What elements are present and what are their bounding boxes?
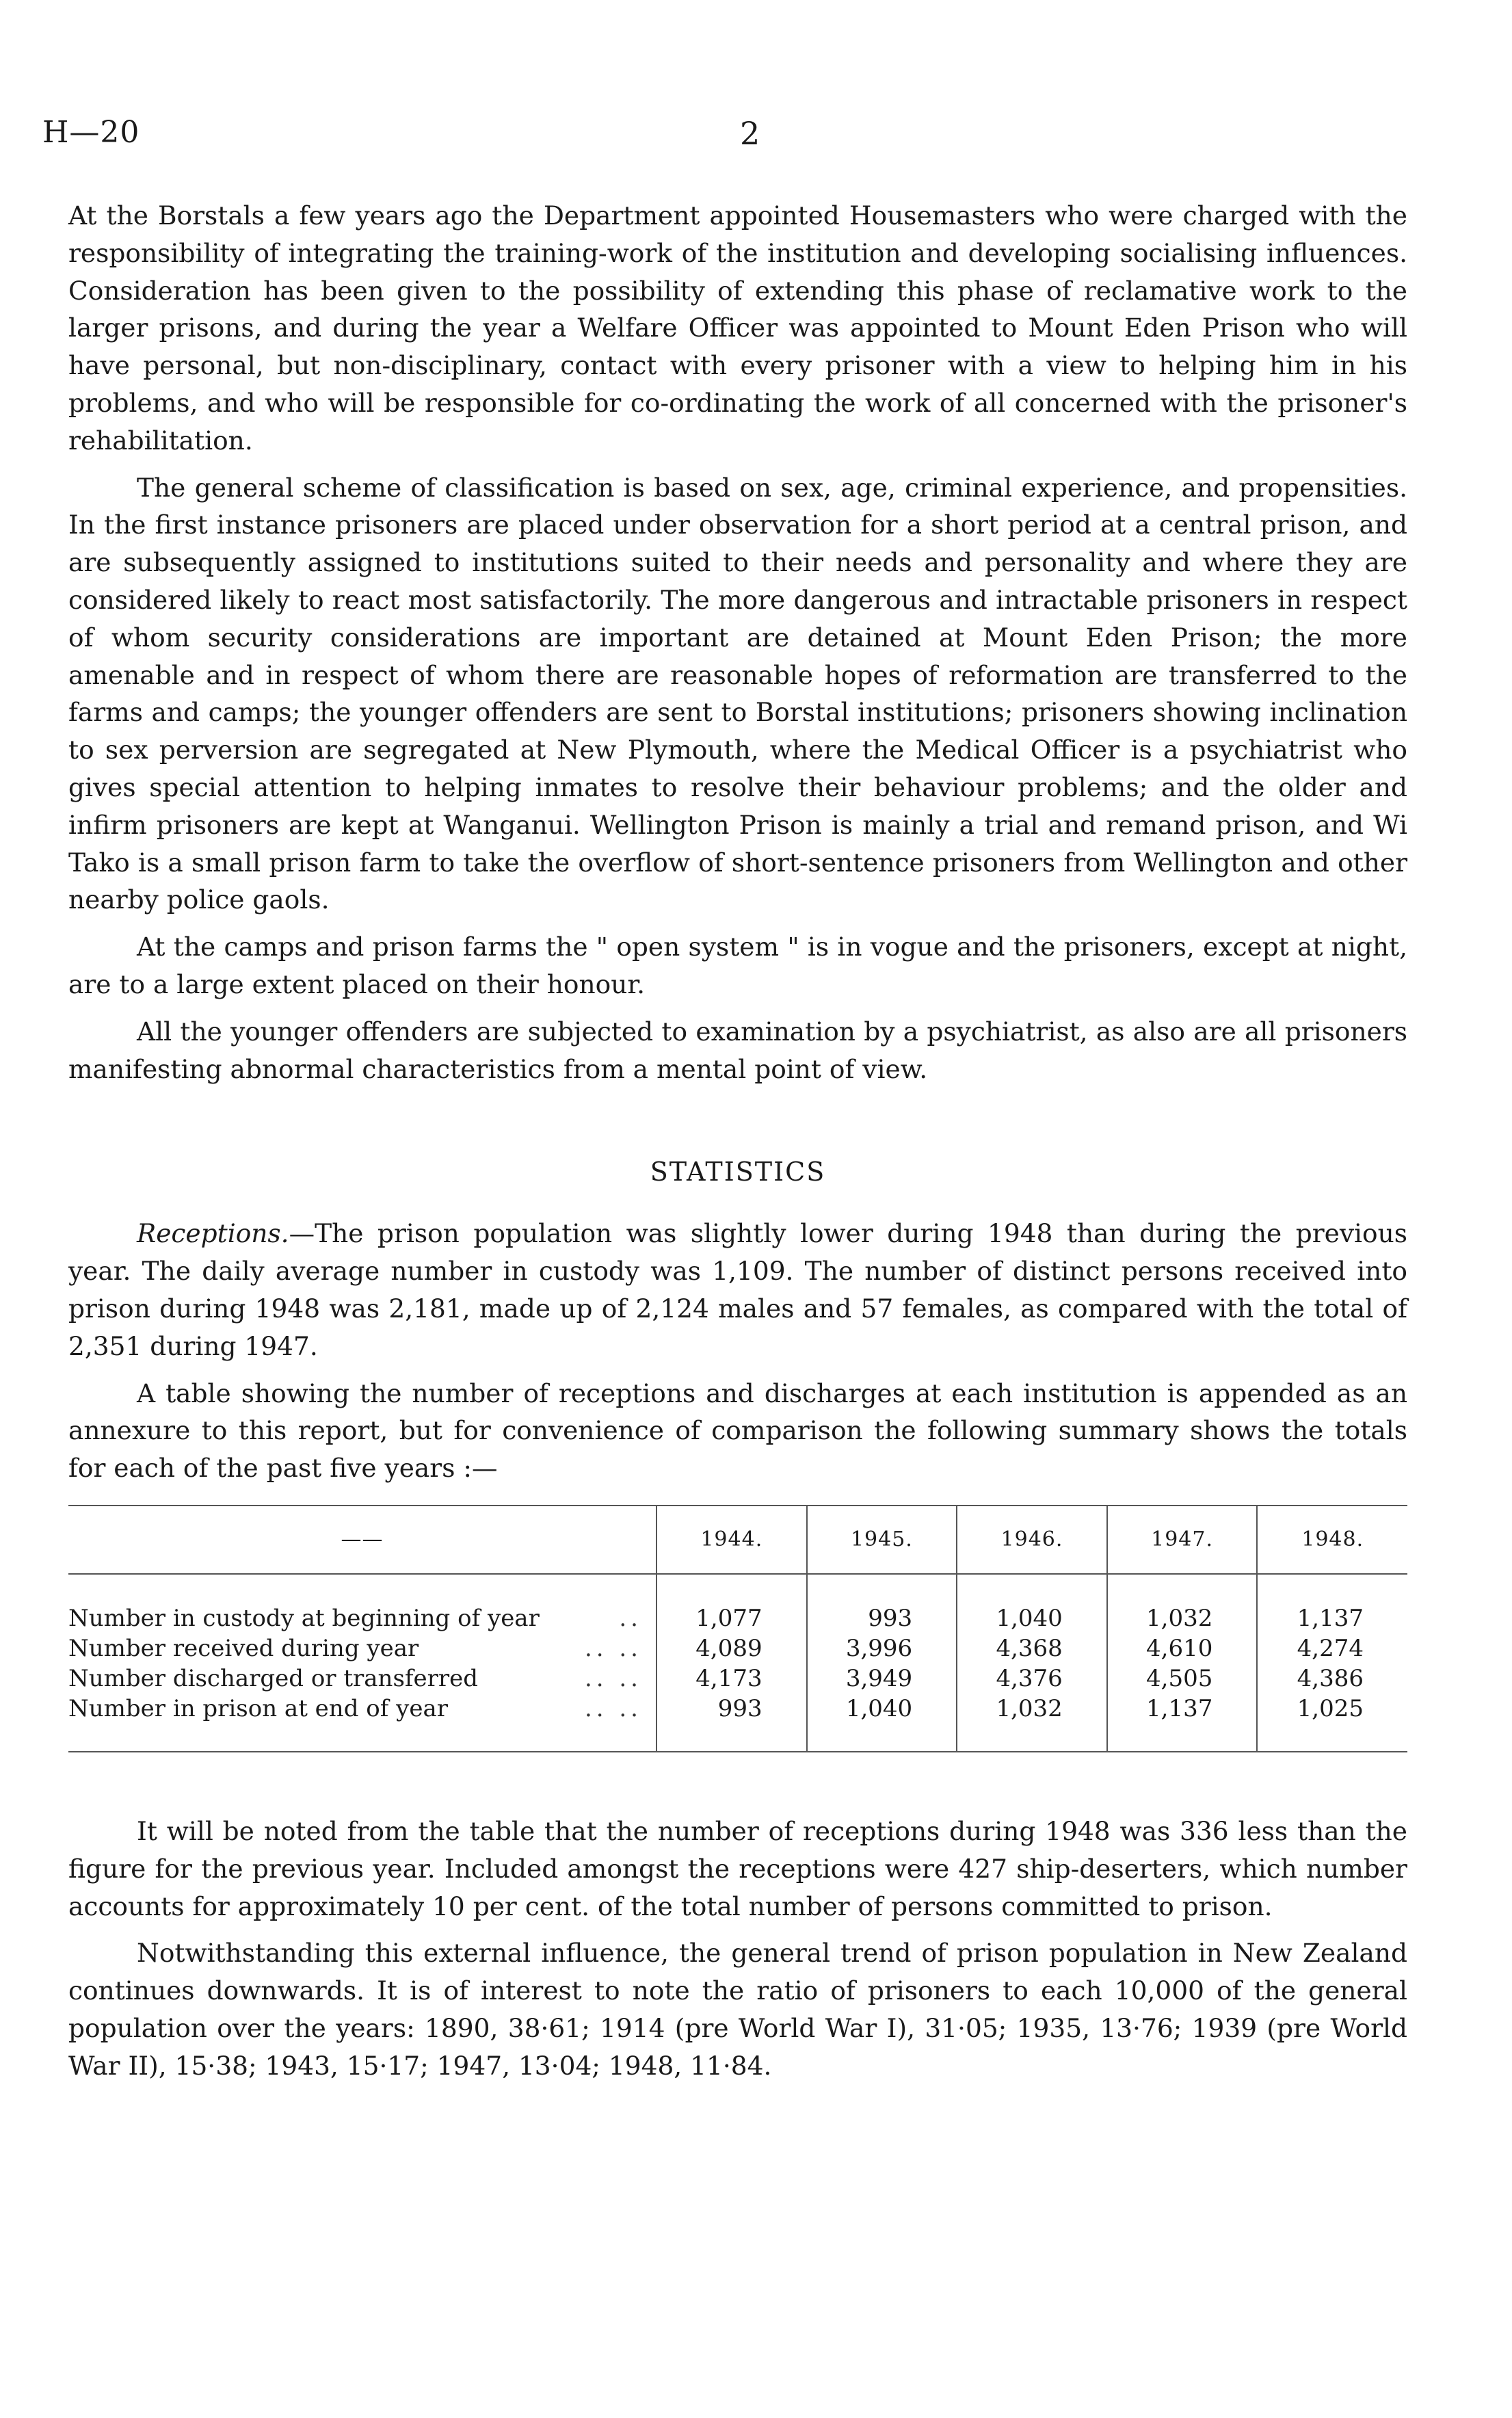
table-cell: 1,025 xyxy=(1257,1694,1407,1752)
table-cell: 1,137 xyxy=(1107,1694,1258,1752)
table-row xyxy=(68,1633,1407,1664)
column-header-1948: 1948. xyxy=(1257,1506,1407,1574)
table-cell: 4,274 xyxy=(1257,1633,1407,1664)
summary-table xyxy=(68,1505,1407,1752)
table-cell: 1,032 xyxy=(957,1694,1107,1752)
table-cell: 1,040 xyxy=(807,1694,957,1752)
table-row xyxy=(68,1664,1407,1694)
paragraph-open-system: At the camps and prison farms the " open system " is in vogue and the prisoners, except at night, are to a large extent placed on their honour. xyxy=(68,932,1407,999)
row-label: Number in custody at beginning of year .. xyxy=(68,1604,642,1632)
receptions-text: —The prison population was slightly lower during 1948 than during the previous year. The daily average number in custody was 1,109. The number of distinct persons received into prison during 1948 was 2,181, made up of 2,124 males and 57 females, as compared with the total of 2,351 during 1947. xyxy=(68,1218,1407,1361)
paragraph-classification: The general scheme of classification is based on sex, age, criminal experience, and propensities. In the first instance prisoners are placed under observation for a short period at a central prison, and are subsequently assigned to institutions suited to their needs and personality and where they are considered likely to react most satisfactorily. The more dangerous and intractable prisoners in respect of whom security considerations are important are detained at Mount Eden Prison; the more amenable and in respect of whom there are reasonable hopes of reformation are transferred to the farms and camps; the younger offenders are sent to Borstal institutions; prisoners showing inclination to sex perversion are segregated at New Plymouth, where the Medical Officer is a psychiatrist who gives special attention to helping inmates to resolve their behaviour problems; and the older and infirm prisoners are kept at Wanganui. Wellington Prison is mainly a trial and remand prison, and Wi Tako is a small prison farm to take the overflow of short-sentence prisoners from Wellington and other nearby police gaols. xyxy=(68,472,1407,915)
table-cell: 4,368 xyxy=(957,1633,1107,1664)
report-reference: H—20 xyxy=(42,115,140,150)
table-cell: 1,137 xyxy=(1257,1603,1407,1633)
table-cell: 4,089 xyxy=(656,1633,807,1664)
row-label: Number in prison at end of year .. .. xyxy=(68,1694,656,1752)
paragraph-receptions-comparison: It will be noted from the table that the number of receptions during 1948 was 336 less than the figure for the previous year. Included amongst the receptions were 427 ship-deserters, which number accounts for approximately 10 per cent. of the total number of persons committed to prison. xyxy=(68,1815,1407,1921)
table-row xyxy=(68,1603,1407,1633)
column-header-1947: 1947. xyxy=(1107,1506,1258,1574)
table-corner: —— xyxy=(68,1506,656,1574)
paragraph-table-intro: A table showing the number of receptions and discharges at each institution is appended as an annexure to this report, but for convenience of comparison the following summary shows the totals for each of the past five years :— xyxy=(68,1378,1407,1484)
table-cell: 4,610 xyxy=(1107,1633,1258,1664)
table-cell: 4,376 xyxy=(957,1664,1107,1694)
paragraph-psychiatrist: All the younger offenders are subjected to examination by a psychiatrist, as also are all prisoners manifesting abnormal characteristics from a mental point of view. xyxy=(68,1016,1407,1084)
table-cell: 1,040 xyxy=(957,1603,1107,1633)
table-header-row xyxy=(68,1506,1407,1574)
table-cell: 993 xyxy=(807,1603,957,1633)
table-cell: 4,173 xyxy=(656,1664,807,1694)
table-cell: 4,505 xyxy=(1107,1664,1258,1694)
statistics-heading: STATISTICS xyxy=(650,1157,826,1187)
table-cell: 3,949 xyxy=(807,1664,957,1694)
row-label: Number received during year .. .. xyxy=(68,1634,642,1662)
table-cell: 1,077 xyxy=(656,1603,807,1633)
column-header-1945: 1945. xyxy=(807,1506,957,1574)
page-number: 2 xyxy=(740,115,760,152)
row-label: Number discharged or transferred .. .. xyxy=(68,1664,642,1692)
table-cell: 1,032 xyxy=(1107,1603,1258,1633)
table-cell: 4,386 xyxy=(1257,1664,1407,1694)
paragraph-housemasters: At the Borstals a few years ago the Department appointed Housemasters who were charged with the responsibility of integrating the training-work of the institution and developing socialising influences. Consideration has been given to the possibility of extending this phase of reclamative work to the larger prisons, and during the year a Welfare Officer was appointed to Mount Eden Prison who will have personal, but non-disciplinary, contact with every prisoner with a view to helping him in his problems, and who will be responsible for co-ordinating the work of all concerned with the prisoner's rehabilitation. xyxy=(68,200,1407,456)
column-header-1946: 1946. xyxy=(957,1506,1107,1574)
table-cell: 993 xyxy=(656,1694,807,1752)
paragraph-population-trend: Notwithstanding this external influence, the general trend of prison population in New Zealand continues downwards. It is of interest to note the ratio of prisoners to each 10,000 of the general population over the years: 1890, 38·61; 1914 (pre World War I), 31·05; 1935, 13·76; 1939 (pre World War II), 15·38; 1943, 15·17; 1947, 13·04; 1948, 11·84. xyxy=(68,1938,1407,2081)
table-row xyxy=(68,1694,1407,1752)
paragraph-receptions xyxy=(68,1215,1407,1365)
table-cell: 3,996 xyxy=(807,1633,957,1664)
document-body xyxy=(68,197,1407,2084)
receptions-lead: Receptions. xyxy=(137,1218,289,1249)
column-header-1944: 1944. xyxy=(656,1506,807,1574)
